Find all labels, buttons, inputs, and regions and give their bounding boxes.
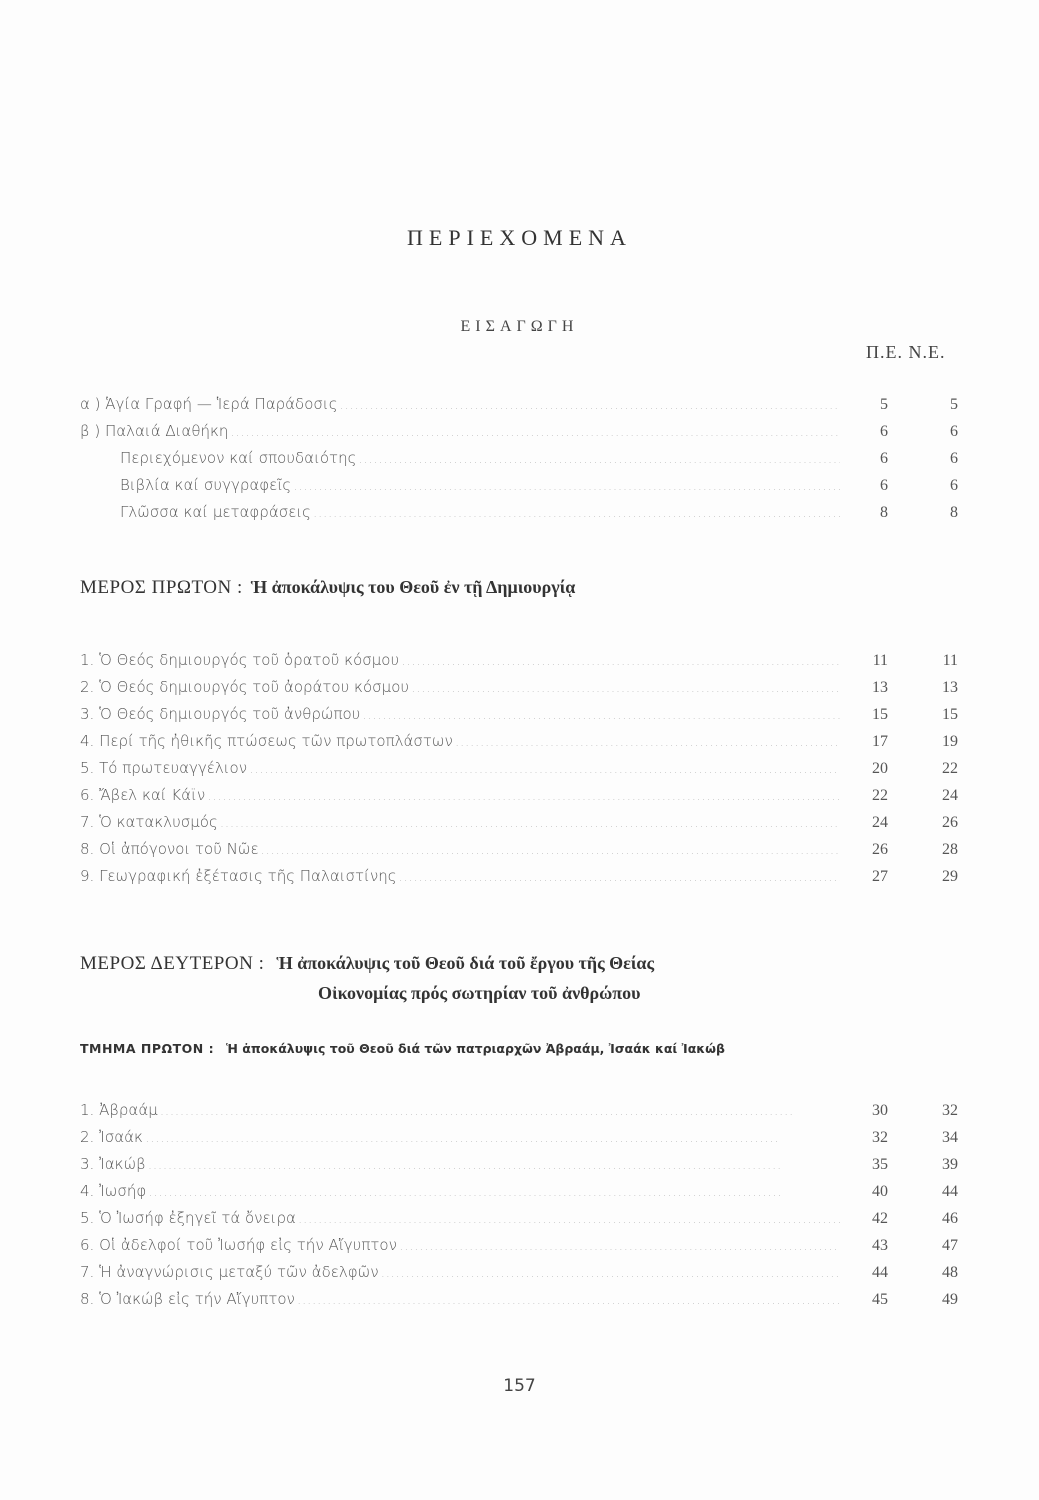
- part1-label: ΜΕΡΟΣ ΠΡΩΤΟΝ :: [80, 577, 243, 598]
- part2-title-line1: Ἡ ἀποκάλυψις τοῦ Θεοῦ διά τοῦ ἔργου τῆς Θείας: [276, 953, 655, 973]
- col-header-pe: Π.Ε.: [866, 342, 903, 362]
- toc-entry: [80, 836, 960, 863]
- entry-label: α ) Ἁγία Γραφή — Ἱερά Παράδοσις . . .: [80, 391, 840, 419]
- toc-entry: [80, 418, 960, 445]
- section1-heading: [80, 1041, 960, 1056]
- entry-page-pe: 26: [872, 841, 888, 858]
- entry-label: β ) Παλαιά Διαθήκη . . .: [80, 418, 840, 446]
- entry-label: 2. Ὁ Θεός δημιουργός τοῦ ἀοράτου κόσμου . . .: [80, 674, 840, 702]
- entry-page-ne: 46: [942, 1210, 958, 1227]
- part2-heading: [80, 953, 960, 975]
- entry-page-pe: 44: [872, 1264, 888, 1281]
- entry-page-ne: 49: [942, 1291, 958, 1308]
- entry-page-pe: 42: [872, 1210, 888, 1227]
- entry-page-ne: 32: [942, 1102, 958, 1119]
- entry-label: 9. Γεωγραφική ἐξέτασις τῆς Παλαιστίνης . . .: [80, 863, 840, 891]
- toc-entry: [80, 391, 960, 418]
- entry-page-pe: 6: [880, 450, 888, 467]
- entry-page-pe: 24: [872, 814, 888, 831]
- toc-entry: [80, 499, 960, 526]
- entry-label: 5. Τό πρωτευαγγέλιον . . .: [80, 755, 840, 783]
- entry-page-pe: 27: [872, 868, 888, 885]
- part2-toc-list: [80, 1097, 960, 1313]
- toc-entry: [80, 1124, 960, 1151]
- intro-toc-list: [80, 391, 960, 526]
- entry-page-ne: 29: [942, 868, 958, 885]
- entry-label: 4. Ἰωσήφ . . .: [80, 1178, 840, 1206]
- entry-label: 3. Ἰακώβ . . .: [80, 1151, 840, 1179]
- entry-page-ne: 8: [950, 504, 958, 521]
- entry-label: 4. Περί τῆς ἠθικῆς πτώσεως τῶν πρωτοπλάστων . . .: [80, 728, 840, 756]
- toc-entry: [80, 809, 960, 836]
- entry-page-ne: 11: [942, 652, 958, 669]
- entry-page-ne: 19: [942, 733, 958, 750]
- entry-label: 1. Ἀβραάμ . . .: [80, 1097, 840, 1125]
- entry-label: 3. Ὁ Θεός δημιουργός τοῦ ἀνθρώπου . . .: [80, 701, 840, 729]
- entry-page-pe: 5: [880, 396, 888, 413]
- entry-page-ne: 6: [950, 450, 958, 467]
- part1-heading: [80, 577, 960, 599]
- entry-page-ne: 48: [942, 1264, 958, 1281]
- page-number: 157: [503, 1376, 536, 1396]
- entry-label: 8. Οἱ ἀπόγονοι τοῦ Νῶε . . .: [80, 836, 840, 864]
- entry-page-pe: 35: [872, 1156, 888, 1173]
- toc-entry: [80, 863, 960, 890]
- part1-toc-list: [80, 647, 960, 890]
- entry-label: Γλῶσσα καί μεταφράσεις . . .: [120, 499, 840, 527]
- toc-entry: [80, 782, 960, 809]
- toc-entry: [80, 1286, 960, 1313]
- entry-page-pe: 30: [872, 1102, 888, 1119]
- toc-entry: [80, 647, 960, 674]
- entry-page-ne: 22: [942, 760, 958, 777]
- part2-title-line2: Οἰκονομίας πρός σωτηρίαν τοῦ ἀνθρώπου: [318, 983, 641, 1003]
- entry-page-pe: 6: [880, 423, 888, 440]
- entry-page-ne: 28: [942, 841, 958, 858]
- entry-page-pe: 11: [872, 652, 888, 669]
- section1-title: Ἡ ἀποκάλυψις τοῦ Θεοῦ διά τῶν πατριαρχῶν Ἀβραάμ, Ἰσαάκ καί Ἰακώβ: [226, 1041, 725, 1056]
- toc-entry: [80, 1097, 960, 1124]
- entry-page-ne: 13: [942, 679, 958, 696]
- entry-label: 6. Οἱ ἀδελφοί τοῦ Ἰωσήφ εἰς τήν Αἴγυπτον . . .: [80, 1232, 840, 1260]
- page-title: ΠΕΡΙΕΧΟΜΕΝΑ: [407, 225, 632, 250]
- column-headers: [866, 342, 966, 363]
- entry-label: 2. Ἰσαάκ . . .: [80, 1124, 840, 1152]
- entry-page-pe: 32: [872, 1129, 888, 1146]
- entry-page-pe: 43: [872, 1237, 888, 1254]
- entry-page-ne: 44: [942, 1183, 958, 1200]
- intro-heading: ΕΙΣΑΓΩΓΗ: [460, 318, 579, 335]
- entry-label: 8. Ὁ Ἰακώβ εἰς τήν Αἴγυπτον . . .: [80, 1286, 840, 1314]
- entry-page-ne: 15: [942, 706, 958, 723]
- toc-entry: [80, 445, 960, 472]
- entry-label: 6. Ἄβελ καί Κάϊν . . .: [80, 782, 840, 810]
- toc-entry: [80, 674, 960, 701]
- entry-page-pe: 22: [872, 787, 888, 804]
- entry-page-ne: 6: [950, 477, 958, 494]
- toc-entry: [80, 1232, 960, 1259]
- toc-entry: [80, 1259, 960, 1286]
- section1-label: ΤΜΗΜΑ ΠΡΩΤΟΝ :: [80, 1041, 215, 1056]
- entry-page-ne: 39: [942, 1156, 958, 1173]
- toc-entry: [80, 1178, 960, 1205]
- entry-page-pe: 45: [872, 1291, 888, 1308]
- entry-page-pe: 20: [872, 760, 888, 777]
- entry-page-pe: 8: [880, 504, 888, 521]
- entry-page-ne: 47: [942, 1237, 958, 1254]
- toc-entry: [80, 1205, 960, 1232]
- col-header-ne: Ν.Ε.: [908, 342, 946, 362]
- entry-page-ne: 5: [950, 396, 958, 413]
- entry-label: Βιβλία καί συγγραφεῖς . . .: [120, 472, 840, 500]
- entry-page-pe: 15: [872, 706, 888, 723]
- entry-label: 5. Ὁ Ἰωσήφ ἐξηγεῖ τά ὄνειρα . . .: [80, 1205, 840, 1233]
- toc-entry: [80, 1151, 960, 1178]
- part1-title: Ἡ ἀποκάλυψις του Θεοῦ ἐν τῇ Δημιουργίᾳ: [250, 577, 576, 597]
- toc-entry: [80, 755, 960, 782]
- entry-page-ne: 24: [942, 787, 958, 804]
- entry-page-ne: 26: [942, 814, 958, 831]
- entry-label: Περιεχόμενον καί σπουδαιότης . . .: [120, 445, 840, 473]
- entry-page-pe: 6: [880, 477, 888, 494]
- entry-page-pe: 13: [872, 679, 888, 696]
- entry-label: 7. Ὁ κατακλυσμός . . .: [80, 809, 840, 837]
- entry-page-pe: 17: [872, 733, 888, 750]
- entry-label: 7. Ἡ ἀναγνώρισις μεταξύ τῶν ἀδελφῶν . . .: [80, 1259, 840, 1287]
- part2-label: ΜΕΡΟΣ ΔΕΥΤΕΡΟΝ :: [80, 953, 265, 974]
- entry-label: 1. Ὁ Θεός δημιουργός τοῦ ὁρατοῦ κόσμου . . .: [80, 647, 840, 675]
- entry-page-pe: 40: [872, 1183, 888, 1200]
- entry-page-ne: 34: [942, 1129, 958, 1146]
- toc-entry: [80, 728, 960, 755]
- entry-page-ne: 6: [950, 423, 958, 440]
- toc-entry: [80, 472, 960, 499]
- toc-entry: [80, 701, 960, 728]
